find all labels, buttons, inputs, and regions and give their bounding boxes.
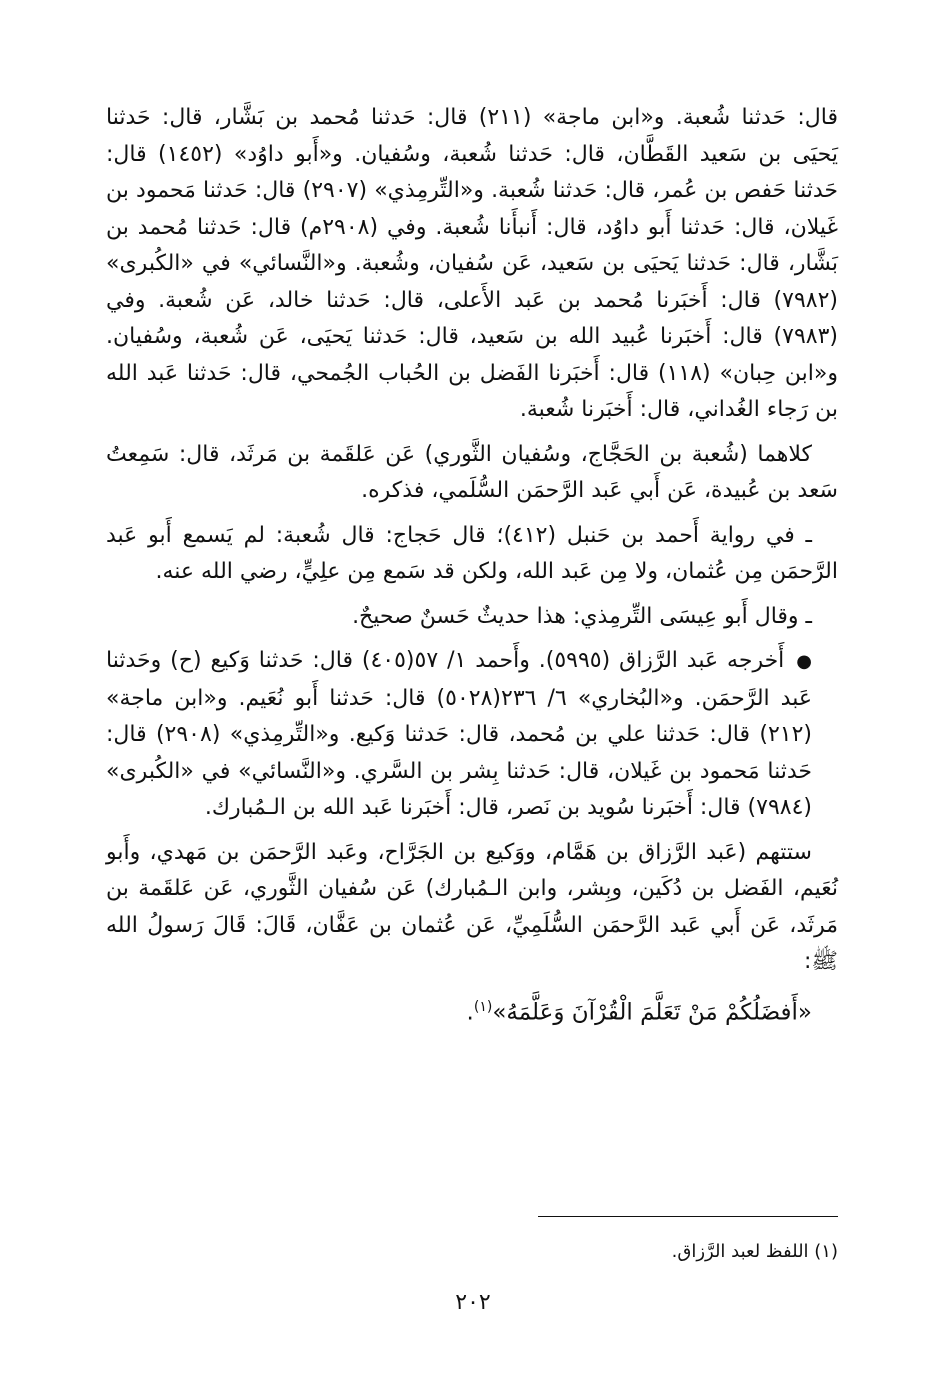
paragraph-bullet-takhrij	[106, 643, 838, 827]
hadith-matn: «أَفضَلُكُمْ مَنْ تَعَلَّمَ الْقُرْآنَ وَعَلَّمَهُ»	[492, 999, 812, 1026]
hadith-end: .	[466, 999, 474, 1026]
bullet-text: أَخرجه عَبد الرَّزاق (٥٩٩٥). وأَحمد ١/ ٥٧(٤٠٥) قال: حَدثنا وَكيع (ح) وحَدثنا عَبد الرَّحمَن. و«البُخاري» ٦/ ٢٣٦(٥٠٢٨) قال: حَدثنا أَبو نُعَيم. و«ابن ماجة» (٢١٢) قال: حَدثنا علي بن مُحمد، قال: حَدثنا وَكيع. و«التِّرمِذي» (٢٩٠٨) قال: حَدثنا مَحمود بن غَيلان، قال: حَدثنا بِشر بن السَّري. و«النَّسائي» في «الكُبرى» (٧٩٨٤) قال: أَخبَرنا سُويد بن نَصر، قال: أَخبَرنا عَبد الله بن الـمُبارك.	[106, 648, 812, 820]
paragraph-tirmidhi-grading: ـ وقال أَبو عِيسَى التِّرمِذي: هذا حديثٌ حَسنٌ صحيحٌ.	[352, 603, 812, 629]
footnote: (١) اللفظ لعبد الرَّزاق.	[671, 1241, 838, 1262]
page-number: ٢٠٢	[455, 1290, 491, 1315]
paragraph-ahmad-note: ـ في رواية أَحمد بن حَنبل (٤١٢)؛ قال حَجاج: قال شُعبة: لم يَسمع أَبو عَبد الرَّحمَن مِن عُثمان، ولا مِن عَبد الله، ولكن قد سَمع مِن علِيٍّ، رضي الله عنه.	[106, 522, 838, 584]
bullet-icon: ●	[796, 651, 813, 672]
main-text	[106, 100, 838, 1039]
hadith-text	[106, 989, 838, 1031]
footnote-marker: (١)	[473, 998, 493, 1015]
paragraph-isnad-convergence: كلاهما (شُعبة بن الحَجَّاج، وسُفيان الثَّوري) عَن عَلقَمة بن مَرثَد، قال: سَمِعتُ سَعد بن عُبيدة، عَن أَبي عَبد الرَّحمَن السُّلَمي، فذكره.	[106, 441, 838, 503]
paragraph-takhrij-continued: قال: حَدثنا شُعبة. و«ابن ماجة» (٢١١) قال: حَدثنا مُحمد بن بَشَّار، قال: حَدثنا يَحيَى بن سَعيد القَطَّان، قال: حَدثنا شُعبة، وسُفيان. و«أَبو داوُد» (١٤٥٢) قال: حَدثنا حَفص بن عُمر، قال: حَدثنا شُعبة. و«التِّرمِذي» (٢٩٠٧) قال: حَدثنا مَحمود بن غَيلان، قال: حَدثنا أَبو داوُد، قال: أَنبأَنا شُعبة. وفي (٢٩٠٨م) قال: حَدثنا مُحمد بن بَشَّار، قال: حَدثنا يَحيَى بن سَعيد، عَن سُفيان، وشُعبة. و«النَّسائي» في «الكُبرى» (٧٩٨٢) قال: أَخبَرنا مُحمد بن عَبد الأَعلى، قال: حَدثنا خالد، عَن شُعبة. وفي (٧٩٨٣) قال: أَخبَرنا عُبيد الله بن سَعيد، قال: حَدثنا يَحيَى، عَن شُعبة، وسُفيان. و«ابن حِبان» (١١٨) قال: أَخبَرنا الفَضل بن الحُباب الجُمحي، قال: حَدثنا عَبد الله بن رَجاء الغُداني، قال: أَخبَرنا شُعبة.	[106, 105, 839, 422]
footnote-divider	[538, 1216, 838, 1217]
paragraph-isnad-final: ستتهم (عَبد الرَّزاق بن هَمَّام، ووَكيع بن الجَرَّاح، وعَبد الرَّحمَن بن مَهدي، وأَبو نُعَيم، الفَضل بن دُكَين، وبِشر، وابن الـمُبارك) عَن سُفيان الثَّوري، عَن عَلقَمة بن مَرثَد، عَن أَبي عَبد الرَّحمَن السُّلَمِيِّ، عَن عُثمان بن عَفَّان، قَالَ: قَالَ رَسولُ الله ﷺ:	[106, 839, 838, 974]
